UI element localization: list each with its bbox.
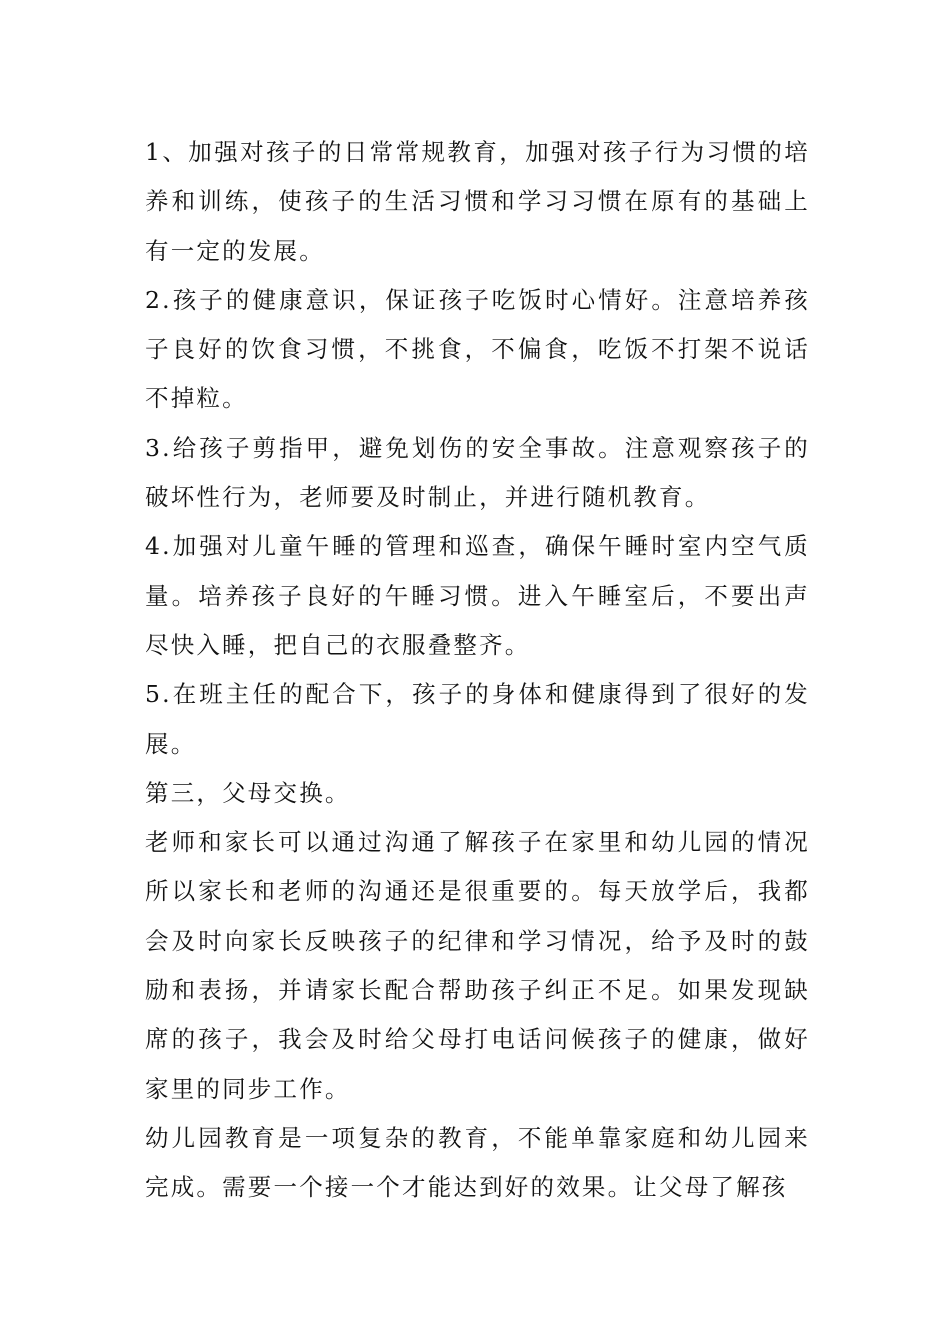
paragraph-item-4: 4.加强对儿童午睡的管理和巡查，确保午睡时室内空气质量。培养孩子良好的午睡习惯。进入午睡室后，不要出声尽快入睡，把自己的衣服叠整齐。: [145, 532, 810, 659]
paragraph-communication: 老师和家长可以通过沟通了解孩子在家里和幼儿园的情况所以家长和老师的沟通还是很重要的。每天放学后，我都会及时向家长反映孩子的纪律和学习情况，给予及时的鼓励和表扬，并请家长配合帮助孩子纠正不足。如果发现缺席的孩子，我会及时给父母打电话问候孩子的健康，做好家里的同步工作。: [145, 828, 810, 1103]
paragraph-item-3: 3.给孩子剪指甲，避免划伤的安全事故。注意观察孩子的破坏性行为，老师要及时制止，并进行随机教育。: [145, 433, 810, 512]
section-heading: 第三，父母交换。: [145, 778, 351, 807]
paragraph-item-2: 2.孩子的健康意识，保证孩子吃饭时心情好。注意培养孩子良好的饮食习惯，不挑食，不偏食，吃饭不打架不说话不掉粒。: [145, 285, 810, 413]
paragraph-item-1: 1、加强对孩子的日常常规教育，加强对孩子行为习惯的培养和训练，使孩子的生活习惯和学习习惯在原有的基础上有一定的发展。: [145, 138, 810, 265]
document-body: [145, 128, 810, 1213]
paragraph-conclusion: 幼儿园教育是一项复杂的教育，不能单靠家庭和幼儿园来完成。需要一个接一个才能达到好的效果。让父母了解孩: [145, 1123, 810, 1202]
paragraph-item-5: 5.在班主任的配合下，孩子的身体和健康得到了很好的发展。: [145, 680, 810, 758]
